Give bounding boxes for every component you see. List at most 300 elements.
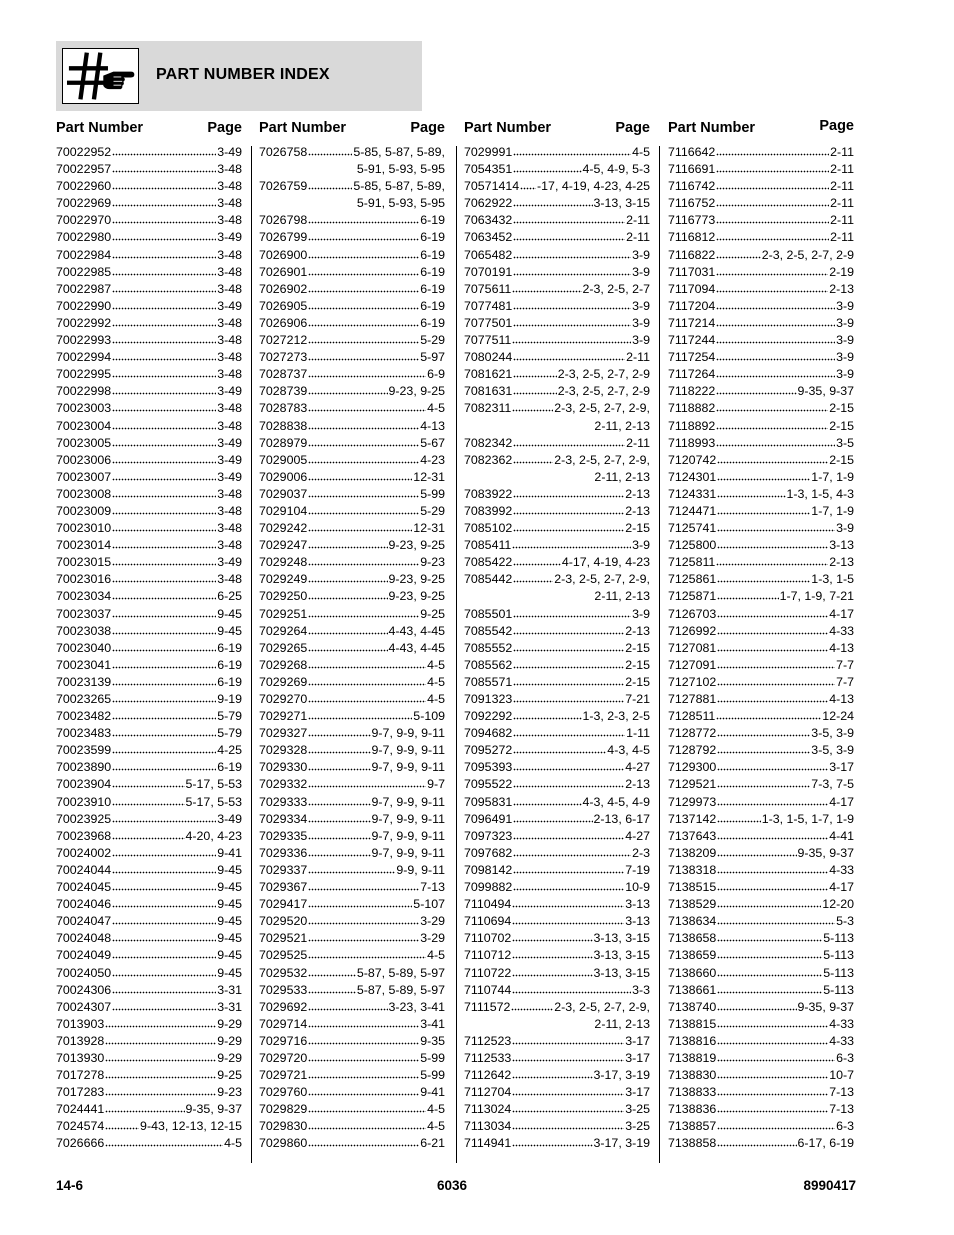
dot-leader [717,1101,828,1113]
index-row [668,1135,854,1152]
page-reference: 3-25 [625,1102,650,1117]
dot-leader [308,1135,419,1147]
dot-leader [717,999,796,1011]
index-row [56,435,242,452]
dot-leader [716,298,835,310]
part-number: 7029830 [259,1119,308,1134]
page-reference: 4-27 [625,760,650,775]
part-number: 7075611 [464,281,512,296]
page-reference: 5-29 [420,503,445,518]
index-row [464,1135,650,1152]
page-reference: 9-41 [217,845,242,860]
page-reference: 1-3, 1-5, 1-7, 1-9 [761,811,854,826]
index-row [464,212,650,229]
dot-leader [308,657,426,669]
dot-leader [112,982,216,994]
index-row [56,1016,242,1033]
index-row [668,469,854,486]
part-number: 7026905 [259,298,308,313]
page-reference: 3-48 [217,486,242,501]
dot-leader [308,281,419,293]
index-row [56,537,242,554]
index-row [464,811,650,828]
page-reference: 4-5 [632,145,650,159]
dot-leader [308,366,426,378]
part-number: 7091323 [464,692,513,706]
part-number: 70023265 [56,692,112,706]
page-reference: 5-87, 5-89, 5-97 [356,965,445,980]
dot-leader [308,913,419,925]
index-row [668,708,854,725]
part-number: 7128511 [668,709,716,724]
index-row [259,144,445,161]
index-row [56,1101,242,1118]
index-row [668,1067,854,1084]
dot-leader [112,486,216,498]
part-number: 7077481 [464,298,513,313]
page-reference: 2-11 [830,213,854,228]
part-number: 70024047 [56,914,112,929]
index-row [464,229,650,246]
index-row [259,879,445,896]
dot-leader [513,264,631,276]
index-row [464,759,650,776]
page-reference: 1-3, 1-5 [811,572,854,587]
part-number: 70024045 [56,880,112,895]
page-reference: 9-7, 9-9, 9-11 [371,845,445,860]
index-row [464,554,650,571]
index-row [56,640,242,657]
index-row [56,503,242,520]
dot-leader [112,264,216,276]
page-reference: 4-5 [427,401,445,416]
dot-leader [717,1084,828,1096]
part-number: 7029006 [259,469,308,484]
index-row [668,247,854,264]
index-row [464,691,650,708]
part-number: 7029251 [259,606,308,621]
part-number: 70023034 [56,589,112,604]
dot-leader [112,144,216,156]
index-row [668,1084,854,1101]
dot-leader [716,315,835,327]
dot-leader [308,315,419,327]
page-reference: 4-25 [217,743,242,758]
part-number: 7138658 [668,931,717,946]
part-number: 70022993 [56,333,112,348]
part-number: 7138830 [668,1068,717,1083]
dot-leader [717,862,828,874]
index-row [259,896,445,913]
part-number: 7085442 [464,572,513,587]
page-reference: 2-19 [829,264,854,279]
dot-leader [308,349,419,361]
dot-leader [717,623,828,635]
part-number: 7097682 [464,845,513,860]
part-number: 7110694 [464,914,512,929]
index-row [56,828,242,845]
index-row [668,657,854,674]
part-number: 7117254 [668,350,716,365]
page-reference: 3-49 [217,230,242,245]
page-heading: Page [819,118,854,134]
dot-leader [308,982,356,994]
index-row [668,1101,854,1118]
dot-leader [512,982,631,994]
page-reference: 9-35, 9-37 [797,384,854,399]
dot-leader [511,999,553,1011]
page-reference: 3-5, 3-9 [811,726,854,741]
index-row [259,571,445,588]
part-number: 70023482 [56,709,112,724]
part-number: 7125861 [668,572,717,587]
page-reference: 3-48 [217,247,242,262]
dot-leader [513,794,581,806]
part-number: 70022952 [56,145,112,159]
page-reference: 9-7, 9-9, 9-11 [371,811,445,826]
footer-page-number: 14-6 [56,1178,84,1193]
dot-leader [512,1084,624,1096]
part-number: 70023005 [56,435,112,450]
dot-leader [308,332,419,344]
page-reference: 5-113 [823,982,854,997]
page-reference: 2-15 [829,401,854,416]
part-number: 7026799 [259,230,308,245]
part-number: 7138815 [668,1016,717,1031]
dot-leader [308,247,419,259]
dot-leader [513,554,561,566]
page-reference: 2-13 [625,486,650,501]
part-number: 7029760 [259,1085,308,1100]
page-reference: -17, 4-19, 4-23, 4-25 [537,179,650,194]
index-row [668,418,854,435]
page-reference: 1-11 [626,726,650,741]
page-reference: 3-17 [829,760,854,775]
dot-leader [308,640,387,652]
index-row [668,999,854,1016]
index-row [56,383,242,400]
index-row [464,845,650,862]
page-reference: 3-48 [217,264,242,279]
part-number: 70023041 [56,657,112,672]
part-number: 7029692 [259,999,308,1014]
page-reference: 2-11, 2-13 [594,418,650,433]
index-row [668,794,854,811]
part-number: 7082362 [464,452,513,467]
page-reference: 2-11 [626,350,650,365]
part-number: 7110494 [464,897,512,912]
page-reference: 9-29 [217,1033,242,1048]
page-reference: 3-9 [632,247,650,262]
dot-leader [308,1084,419,1096]
part-number: 7083922 [464,486,513,501]
part-number: 7085422 [464,555,513,570]
page-reference: 3-13, 3-15 [593,196,650,211]
index-row [259,264,445,281]
page-reference: 4-5 [427,948,445,963]
page-reference: 1-3, 1-5, 4-3 [786,486,854,501]
page-reference: 3-13, 3-15 [593,931,650,946]
part-number: 7029264 [259,623,308,638]
page-reference: 3-9 [836,521,854,536]
dot-leader [308,469,412,481]
page-reference: 2-15 [829,452,854,467]
part-number: 7026901 [259,264,308,279]
page-reference: 6-21 [420,1136,445,1151]
part-number: 7013903 [56,1016,105,1031]
part-number: 70022960 [56,179,112,194]
index-row [259,1084,445,1101]
dot-leader [513,862,624,874]
dot-leader [308,537,387,549]
index-row [259,1016,445,1033]
page-reference: 3-17 [625,1050,650,1065]
part-number: 7029991 [464,145,513,159]
page-reference: 1-7, 1-9 [811,469,854,484]
part-number: 70022994 [56,350,112,365]
index-row [56,298,242,315]
index-row [668,759,854,776]
page-reference: 3-9 [632,315,650,330]
part-number: 7128772 [668,726,717,741]
dot-leader [512,1067,592,1079]
part-number: 70022980 [56,230,112,245]
index-row [56,657,242,674]
part-number: 7110702 [464,931,512,946]
page-reference: 3-13 [625,897,650,912]
part-number: 70023008 [56,486,112,501]
part-number: 7138209 [668,845,717,860]
part-number: 70022985 [56,264,112,279]
dot-leader [112,776,184,788]
page-reference: 2-11 [626,230,650,245]
dot-leader [105,1118,139,1130]
page-reference: 4-23 [420,452,445,467]
page-reference: 3-49 [217,298,242,313]
page-reference: 3-49 [217,435,242,450]
dot-leader [513,212,625,224]
dot-leader [717,520,835,532]
column-header [668,120,854,144]
dot-leader [308,845,370,857]
page-reference: 6-9 [427,367,445,382]
page-reference: 2-11 [626,213,650,228]
dot-leader [513,759,624,771]
page-reference: 3-5 [836,435,854,450]
index-row [259,588,445,605]
part-number: 7063452 [464,230,513,245]
index-row [668,229,854,246]
index-row [259,503,445,520]
page-reference: 1-3, 2-3, 2-5 [582,709,650,724]
index-row [56,776,242,793]
part-number: 7116812 [668,230,716,245]
index-row [56,862,242,879]
page-reference: 3-31 [217,999,242,1014]
dot-leader [717,452,828,464]
index-row [464,571,650,588]
dot-leader [512,896,624,908]
index-row [464,588,650,605]
part-number: 7077511 [464,333,512,348]
dot-leader [112,794,184,806]
dot-leader [513,298,631,310]
part-number: 7110744 [464,982,512,997]
dot-leader [308,298,419,310]
index-row [464,794,650,811]
page-reference: 9-7, 9-9, 9-11 [371,794,445,809]
part-number: 7117214 [668,315,716,330]
page-reference: 2-13, 6-17 [593,811,650,826]
part-number: 70023006 [56,452,112,467]
dot-leader [112,691,216,703]
page-reference: 4-3, 4-5, 4-9 [582,794,650,809]
index-row [56,161,242,178]
dot-leader [308,1033,419,1045]
index-row [259,435,445,452]
index-row [464,400,650,417]
dot-leader [308,520,412,532]
dot-leader [717,503,810,515]
dot-leader [112,930,216,942]
part-number: 70023016 [56,572,112,587]
dot-leader [716,264,828,276]
page-reference: 12-31 [413,521,445,536]
index-row [464,452,650,469]
dot-leader [112,383,216,395]
page-reference: 4-5 [427,692,445,706]
index-row [464,383,650,400]
index-row [56,418,242,435]
dot-leader [716,708,821,720]
index-row [56,452,242,469]
part-number: 70023009 [56,503,112,518]
index-row [56,965,242,982]
dot-leader [112,537,216,549]
part-number: 7092292 [464,709,513,724]
page-reference: 4-13 [829,692,854,706]
page-reference: 1-7, 1-9 [811,503,854,518]
part-number: 7116691 [668,162,716,177]
page-reference: 2-15 [829,418,854,433]
page-reference: 7-13 [829,1085,854,1100]
index-row [259,195,445,212]
index-row [56,349,242,366]
part-number: 7026798 [259,213,308,228]
page-reference: 4-17 [829,606,854,621]
page-reference: 7-13 [829,1102,854,1117]
index-row [464,195,650,212]
part-number: 70022998 [56,384,112,399]
part-number: 70023007 [56,469,112,484]
index-row [464,1016,650,1033]
index-row [668,1016,854,1033]
dot-leader [112,571,216,583]
index-row [668,1118,854,1135]
dot-leader [717,588,778,600]
dot-leader [716,435,835,447]
dot-leader [308,383,387,395]
part-number: 7125800 [668,538,717,553]
dot-leader [308,1118,426,1130]
page-reference: 2-13 [829,281,854,296]
part-number: 7095522 [464,777,513,792]
index-row [259,828,445,845]
index-row [668,452,854,469]
index-row [259,520,445,537]
index-row [56,469,242,486]
part-number: 7085542 [464,623,513,638]
part-number: 70023003 [56,401,112,416]
page-reference: 9-7, 9-9, 9-11 [371,726,445,741]
dot-leader [308,691,426,703]
part-number: 7029367 [259,880,308,895]
page-reference: 7-7 [836,657,854,672]
index-row [56,366,242,383]
dot-leader [308,725,370,737]
dot-leader [308,794,370,806]
dot-leader [112,366,216,378]
dot-leader [716,229,829,241]
page-reference: 9-7, 9-9, 9-11 [371,743,445,758]
index-rows [464,144,650,1153]
part-number: 7124471 [668,503,717,518]
part-number: 7013930 [56,1050,105,1065]
page-reference: 9-45 [217,931,242,946]
part-number: 7117244 [668,333,716,348]
page-reference: 3-49 [217,145,242,159]
dot-leader [308,503,419,515]
page-reference: 2-11 [830,196,854,211]
part-number-heading: Part Number [668,120,756,136]
dot-leader [716,247,760,259]
dot-leader [308,1050,419,1062]
part-number: 7085562 [464,657,513,672]
page-reference: 6-19 [217,640,242,655]
dot-leader [513,503,624,515]
page-reference: 5-113 [823,965,854,980]
dot-leader [513,811,592,823]
part-number: 7026758 [259,145,308,159]
part-number: 7026666 [56,1136,105,1151]
page-reference: 5-3 [836,914,854,929]
dot-leader [513,674,624,686]
index-row [56,982,242,999]
index-row [668,674,854,691]
dot-leader [513,691,624,703]
page-reference: 3-48 [217,213,242,228]
index-row [668,178,854,195]
part-number: 7029005 [259,452,308,467]
page-heading: Page [615,120,650,136]
index-row [464,1050,650,1067]
part-number: 7085102 [464,521,513,536]
dot-leader [513,315,631,327]
page-reference: 6-19 [420,298,445,313]
dot-leader [717,571,810,583]
dot-leader [717,913,835,925]
index-row [56,247,242,264]
column-divider [251,146,252,1163]
part-number: 7096491 [464,811,513,826]
dot-leader [513,725,625,737]
page-reference: 6-19 [420,247,445,262]
part-number: 7116773 [668,213,716,228]
index-row [668,879,854,896]
part-number: 70023139 [56,674,112,689]
page-reference: 9-23 [217,1085,242,1100]
index-row [464,947,650,964]
